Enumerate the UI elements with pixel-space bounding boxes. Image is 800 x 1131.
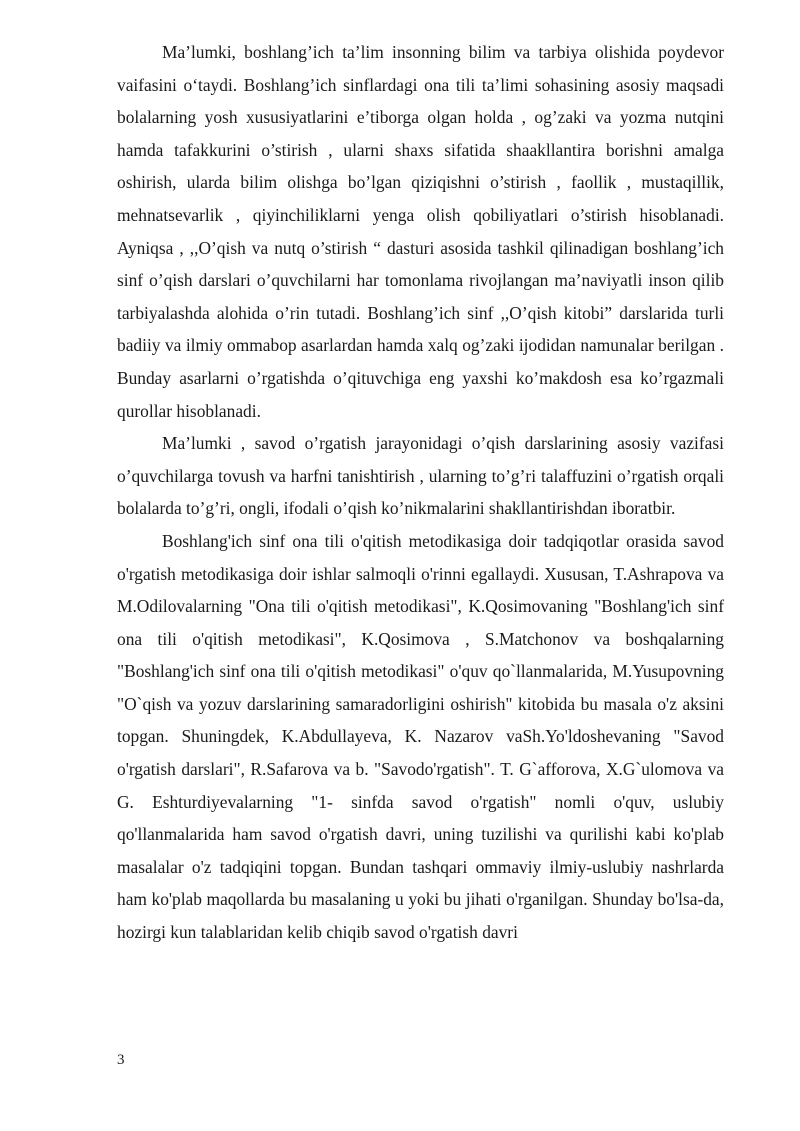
page-number: 3 xyxy=(117,1052,125,1068)
paragraph-2: Ma’lumki , savod o’rgatish jarayonidagi o’qish darslarining asosiy vazifasi o’quvchilarga tovush va harfni tanishtirish , ularning to’g’ri talaffuzini o’rgatish orqali bolalarda to’g’ri, ongli, ifodali o’qish ko’nikmalarini shakllantirishdan iboratbir. xyxy=(117,433,724,519)
paragraph-3: Boshlang'ich sinf ona tili o'qitish metodikasiga doir tadqiqotlar orasida savod o'rgatish metodikasiga doir ishlar salmoqli o'rinni egallaydi. Xususan, T.Ashrapova va M.Odilovalarning "Ona tili o'qitish metodikasi", K.Qosimovaning "Boshlang'ich sinf ona tili o'qitish metodikasi", K.Qosimova , S.Matchonov va boshqalarning "Boshlang'ich sinf ona tili o'qitish metodikasi" o'quv qo`llanmalarida, M.Yusupovning "O`qish va yozuv darslarining samaradorligini oshirish" kitobida bu masala o'z aksini topgan. Shuningdek, K.Abdullayeva, K. Nazarov vaSh.Yo'ldoshevaning "Savod o'rgatish darslari", R.Safarova va b. "Savodo'rgatish". T. G`afforova, X.G`ulomova va G. Eshturdiyevalarning "1- sinfda savod o'rgatish" nomli o'quv, uslubiy qo'llanmalarida ham savod o'rgatish davri, uning tuzilishi va qurilishi kabi ko'plab masalalar o'z tadqiqini topgan. Bundan tashqari ommaviy ilmiy-uslubiy nashrlarda ham ko'plab maqollarda bu masalaning u yoki bu jihati o'rganilgan. Shunday bo'lsa-da, hozirgi kun talablaridan kelib chiqib savod o'rgatish davri xyxy=(117,530,724,943)
document-page xyxy=(117,36,724,949)
paragraph-1: Ma’lumki, boshlang’ich ta’lim insonning bilim va tarbiya olishida poydevor vaifasini o‘taydi. Boshlang’ich sinflardagi ona tili ta’limi sohasining asosiy maqsadi bolalarning yosh xususiyatlarini e’tiborga olgan holda , og’zaki va yozma nutqini hamda tafakkurini o’stirish , ularni shaxs sifatida shaakllantira borishni amalga oshirish, ularda bilim olishga bo’lgan qiziqishni o’stirish , faollik , mustaqillik, mehnatsevarlik , qiyinchiliklarni yenga olish qobiliyatlari o’stirish hisoblanadi. Ayniqsa , ,,O’qish va nutq o’stirish “ dasturi asosida tashkil qilinadigan boshlang’ich sinf o’qish darslari o’quvchilarni har tomonlama rivojlangan ma’naviyatli inson qilib tarbiyalashda alohida o’rin tutadi. Boshlang’ich sinf ,,O’qish kitobi” darslarida turli badiiy va ilmiy ommabop asarlardan hamda xalq og’zaki ijodidan namunalar berilgan . Bunday asarlarni o’rgatishda o’qituvchiga eng yaxshi ko’makdosh esa ko’rgazmali qurollar hisoblanadi. xyxy=(117,42,724,421)
